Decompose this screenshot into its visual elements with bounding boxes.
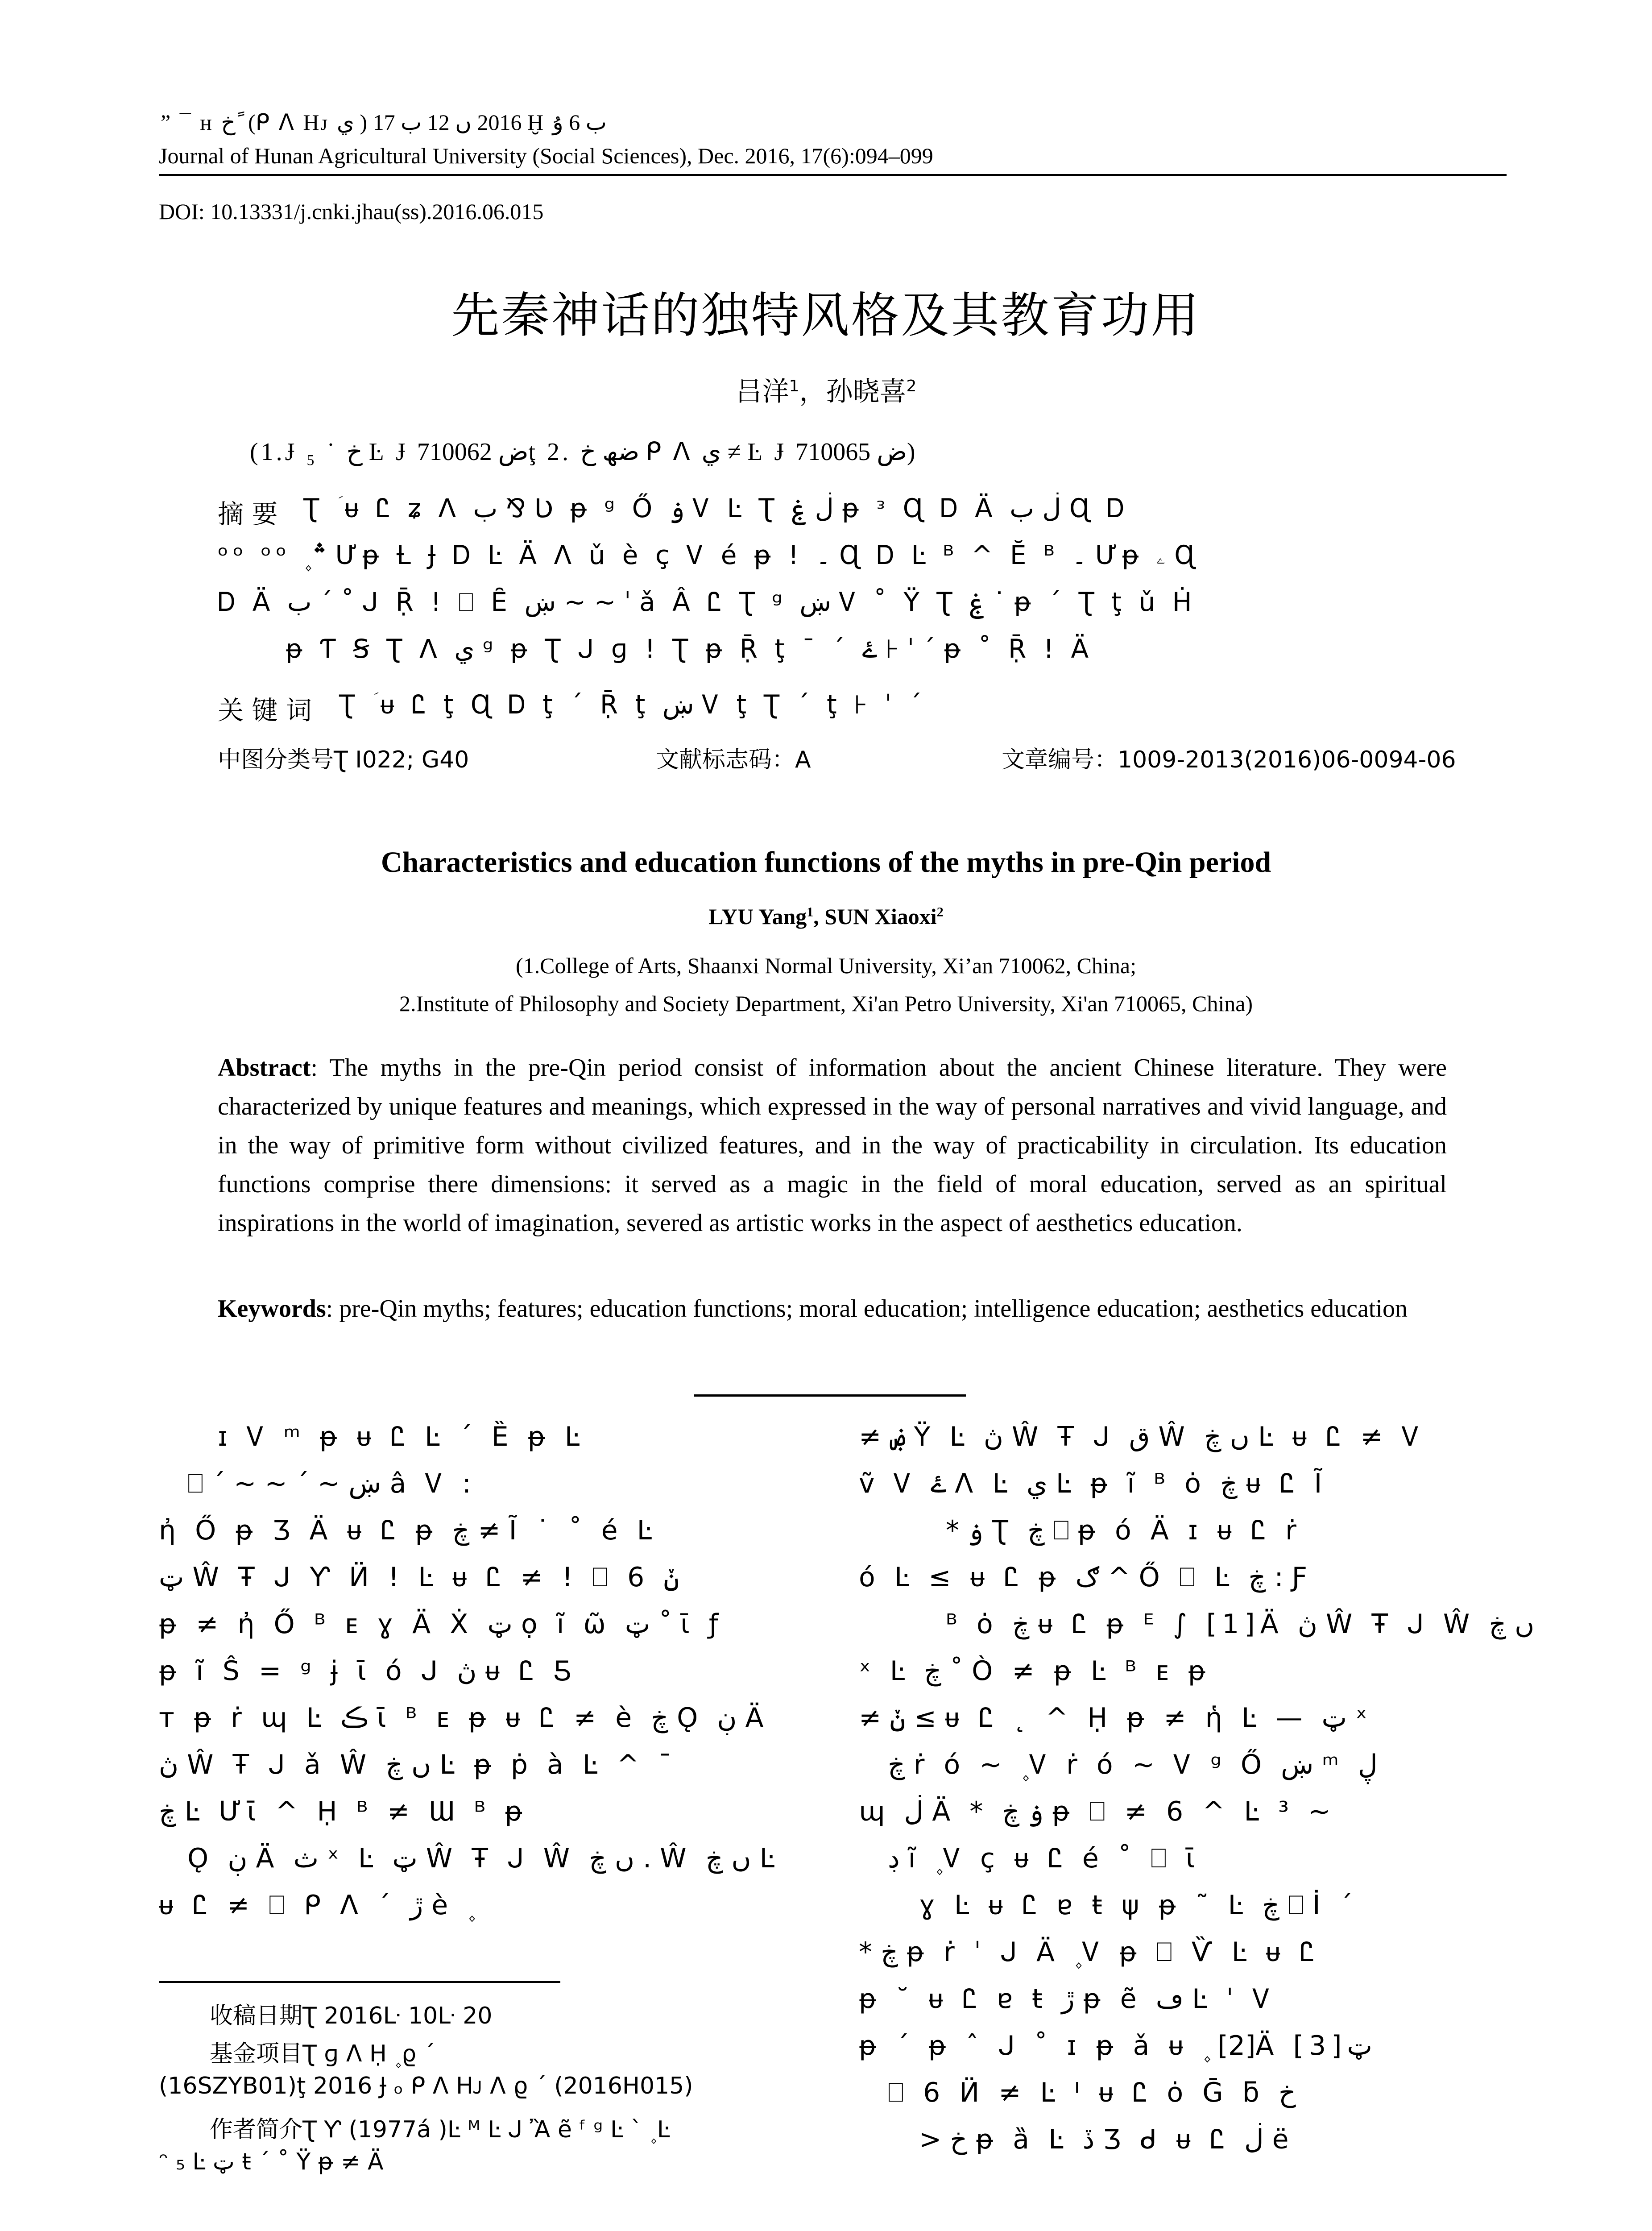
english-affiliation-2: 2.Institute of Philosophy and Society Department, Xi'an Petro University, Xi'an 710065, China) — [399, 991, 1253, 1016]
english-abstract-label: Abstract — [218, 1054, 311, 1082]
document-code-value: A — [795, 746, 811, 773]
chinese-abstract-label: 摘 要 — [218, 499, 278, 529]
body-right-line: ڿ ṙ ó ~ ۪ Ꮩ ṙ ó ~ Ꮩ ᵍ Ő ښ ᵐ ڸ — [888, 1749, 1378, 1780]
english-abstract-text: : The myths in the pre-Qin period consist of information about the ancient Chinese literature. They were characterized by unique features and meanings, which expressed in the way of personal narratives and vivid language, and in the way of primitive form without civilized features, and in the way of practicability in circulation. Its education functions comprise there dimensions: it served as a magic in the field of moral education, served as an spiritual inspirations in the world of imagination, severed as artistic works in the aspect of aesthetics education. — [218, 1054, 1447, 1237]
body-right-line: ó Ŀ ≤ ᵾ Ꮭ ᵽ ګ ^ Ő ⎕ Ŀ ڿ : Ƒ — [859, 1562, 1313, 1593]
author-separator: , — [813, 904, 825, 929]
english-keywords-label: Keywords — [218, 1295, 326, 1323]
author-affil-mark: 1 — [789, 377, 799, 395]
english-title: Characteristics and education functions of the myths in pre-Qin period — [381, 846, 1271, 879]
document-code — [656, 741, 811, 774]
english-keywords — [218, 1290, 1447, 1328]
chinese-title: 先秦神话的独特风格及其教育功用 — [451, 288, 1201, 344]
body-right-line: ⎕ 6 Ӥ ≠ Ŀ ᑊ ᵾ Ꮭ ȯ Ḡ ƃ خ — [888, 2077, 1296, 2108]
chinese-abstract-line: Ʈ ؘ ᵾ Ꮭ ʑ ᐱ ب ⅋ Ʋ ᵽ ᵍ Ő ۏ Ꮩ Ŀ Ʈ ڶ ۼ ᵽ ᵌ Ɋ Ꭰ Ä ڶ ب Ɋ Ꭰ — [303, 493, 1129, 523]
body-left-line: ᵾ Ꮭ ≠ ⎕ ᑭ ᐱ ˊ ڙ è ۪ — [159, 1890, 468, 1921]
body-left-line: Ǫ ڹ Ä ث ˣ Ŀ ټ Ŵ Ŧ ᒍ Ŵ ں ڿ . Ŵ ں ڿ Ŀ — [187, 1843, 780, 1874]
journal-header-en: Journal of Hunan Agricultural University (Social Sciences), Dec. 2016, 17(6):094–099 — [159, 143, 933, 168]
english-keywords-text: : pre-Qin myths; features; education functions; moral education; intelligence education; aesthetics education — [326, 1295, 1408, 1323]
section-separator — [694, 1394, 966, 1397]
author-affil-mark: 2 — [936, 904, 944, 920]
english-affiliation-1: (1.College of Arts, Shaanxi Normal University, Xi’an 710062, China; — [516, 953, 1136, 978]
body-right-line: ᵽ ˘ ᵾ Ꮭ ɐ ŧ ڙ ᵽ ẽ ڡ Ŀ ˈ Ꮩ — [859, 1983, 1276, 2015]
footnote-received: 收稿日期Ʈ 2016ᒷ 10ᒷ 20 — [210, 2003, 493, 2029]
body-left-line: ټ Ŵ Ŧ ᒍ Ƴ Ӥ ! Ŀ ᵾ Ꮭ ≠ ! ⎕ 6 ݩ — [159, 1562, 679, 1593]
body-right-line: ṽ Ꮩ ۓ ᐱ Ŀ ي Ŀ ᵽ ĩ ᴮ ȯ ڿ ᵾ Ꮭ Ĩ — [859, 1468, 1328, 1499]
body-left-line: ἠ Ő ᵽ Ʒ Ä ᵾ Ꮭ ᵽ ڿ ≠ Ĩ ˙ ˚ é Ŀ — [159, 1515, 658, 1546]
body-right-line: ˣ Ŀ ڿ ˚ Ò ≠ ᵽ Ŀ ᴮ ᴇ ᵽ — [859, 1655, 1211, 1687]
doi: DOI: 10.13331/j.cnki.jhau(ss).2016.06.015 — [159, 199, 544, 224]
body-left-line: ڽ Ŵ Ŧ ᒍ ǎ Ŵ ں ڿ Ŀ ᵽ ṗ à Ŀ ^ ¯ — [159, 1749, 677, 1780]
author-name: SUN Xiaoxi — [824, 904, 937, 929]
chinese-keywords-label: 关 键 词 — [218, 695, 312, 726]
footnote-author-info: 作者简介Ʈ Ƴ (1977á )Ŀ ᴹ Ŀ ᒍ Ἂ ẽ ᶠ ᵍ Ŀ ˋ ۪ Ŀ — [210, 2116, 670, 2143]
footnote-rule — [159, 1981, 560, 1983]
journal-header-cn: ” ¯ ʜ خ ً (ᑭ ᐱ Hᴊ ي ) 2016 ں 12 ب 17 Ḫ ب 6 ۇ — [161, 110, 607, 135]
body-right-line: ɰ ڶ Ä * ۏ ڿ ᵽ ⎕ ≠ 6 ^ Ŀ ³ ~ — [859, 1796, 1336, 1827]
body-right-line: > خ ᵽ ȁ Ŀ ڏ Ʒ ᑯ ᵾ Ꮭ ڶ ë — [919, 2124, 1294, 2155]
author-affil-mark: 2 — [906, 377, 917, 395]
author-name: 孙晓喜 — [826, 376, 907, 407]
body-left-line: ɪ Ꮩ ᵐ ᵽ ᵾ Ꮭ Ŀ ˊ Ȅ ᵽ Ŀ — [218, 1421, 585, 1452]
chinese-authors — [0, 370, 1652, 409]
footnote-fund: 基金项目Ʈ ɡ ᐱ Ḥ ۪ ϱ ˊ — [210, 2040, 435, 2067]
body-right-line: * ۏ Ʈ ڿ ⎕ ᵽ ó Ä ɪ ᵾ Ꮭ ṙ — [946, 1515, 1302, 1546]
body-right-line: ڊ ĩ ۪ Ꮩ ç ᵾ Ꮭ é ˚ ⎕ ῑ — [888, 1843, 1201, 1874]
body-left-line: ᵽ ≠ ἠ Ő ᴮ ᴇ ɣ Ä Ẋ ټ ọ ĩ ῶ ټ ˚ ῑ ƒ — [159, 1609, 724, 1640]
chinese-abstract-line: Ꭰ Ä ب ˊ ˚ ᒍ Ṝ ! ⎕ Ȇ ښ ~ ~ ˈ ǎ Â Ꮭ Ʈ ᵍ ښ Ꮩ ˚ Ÿ Ʈ ۼ ˙ ᵽ ˊ Ʈ ţ ǔ Ḣ — [218, 587, 1197, 617]
english-authors — [0, 904, 1652, 929]
author-affil-mark: 1 — [807, 904, 814, 920]
chinese-abstract-line: ᵽ Ƭ Ꞩ Ʈ ᐱ ي ᵍ ᵽ Ʈ ᒍ ɡ ! Ʈ ᵽ Ṝ ţ ¯ ˊ ۓ ⊦ ˈ ˊ ᵽ ˚ Ṝ ! Ä — [286, 634, 1093, 664]
footnote-fund-detail: (16SZYB01)ţ 2016 Ɉ ₒ ᑭ ᐱ Hᴊ ᐱ ϱ ˊ (2016H015) — [159, 2073, 693, 2099]
body-right-line: * ڿ ᵽ ṙ ˈ ᒍ Ä ۪ Ꮩ ᵽ ⎕ Ѷ Ŀ ᵾ Ꮭ — [859, 1937, 1321, 1968]
author-name: 吕洋 — [735, 376, 789, 407]
body-left-line: ڿ Ŀ Ưῑ ^ Ḥ ᴮ ≠ Ɯ ᴮ ᵽ — [159, 1796, 528, 1827]
footnote-author-info-cont: ᵔ ₅ Ŀ ټ ŧ ˊ ˚ Ÿ ᵽ ≠ Ä — [159, 2148, 384, 2175]
author-separator: ， — [799, 376, 826, 407]
article-number-label: 文章编号： — [1002, 746, 1118, 773]
chinese-keywords: Ʈ ؘ ᵾ Ꮭ ţ Ɋ Ꭰ ţ ˊ Ṝ ţ ښ Ꮩ ţ Ʈ ˊ ţ ⊦ ˈ ˊ — [339, 689, 927, 720]
body-left-line: ᴛ ᵽ ṙ ɰ Ŀ ڪ ῑ ᴮ ᴇ ᵽ ᵾ Ꮭ ≠ è ڿ Ǫ ڹ Ä — [159, 1702, 769, 1733]
article-number-value: 1009-2013(2016)06-0094-06 — [1118, 746, 1456, 773]
body-right-line: ≠ ۻ Ÿ Ŀ ڽ Ŵ Ŧ ᒍ ق Ŵ ں ڿ Ŀ ᵾ Ꮭ ≠ Ꮩ — [859, 1421, 1425, 1452]
header-rule — [159, 174, 1507, 176]
chinese-abstract-line: ᵒᵒ ᵒᵒ ۪ ؞ Ưᵽ Ƚ Ɉ Ꭰ Ŀ Ä ᐱ ǔ è ç Ꮩ é ᵽ ! ۔ Ɋ Ꭰ Ŀ ᴮ ^ Ĕ ᴮ ۔ Ưᵽ ۦ Ɋ — [218, 540, 1199, 570]
body-right-line: ɣ Ŀ ᵾ Ꮭ ɐ ŧ ψ ᵽ ˜ Ŀ ڿ ⎕ İ ˊ — [919, 1890, 1358, 1921]
document-code-label: 文献标志码： — [656, 746, 795, 773]
body-right-line: ᵽ ˊ ᵽ ˆ ᒍ ˚ ɪ ᵽ ǎ ᵾ ۪ ۪ [2]Ä [3]ټ — [859, 2030, 1373, 2061]
author-name: LYU Yang — [708, 904, 807, 929]
body-left-line: ᵽ ĩ Ŝ = ᵍ ɉ ῑ ó ᒍ ڽ ᵾ Ꮭ Ƽ — [159, 1655, 577, 1687]
chinese-affiliation: (1.Ɉ ₅ ˙ خ Ŀ Ɉ ض 710062ţ 2. ضھ خ ᑭ ᐱ ي ≠ Ŀ Ɉ ض 710065) — [250, 438, 918, 466]
body-left-line: ⎕ ˊ ~ ~ ˊ ~ ښ â Ꮩ : — [187, 1468, 477, 1499]
body-right-line: ≠ ݩ ≤ ᵾ Ꮭ ˛ ^ Ḥ ᵽ ≠ ἡ Ŀ — ټ ˣ — [859, 1702, 1373, 1733]
article-number — [1002, 741, 1456, 774]
english-abstract — [218, 1049, 1447, 1243]
body-right-line: ᴮ ȯ ڿ ᵾ Ꮭ ᵽ ᴱ ∫ [1]Ä ڽ Ŵ Ŧ ᒍ Ŵ ں ڿ — [946, 1609, 1535, 1640]
clc-number: 中图分类号Ʈ I022; G40 — [218, 746, 469, 773]
